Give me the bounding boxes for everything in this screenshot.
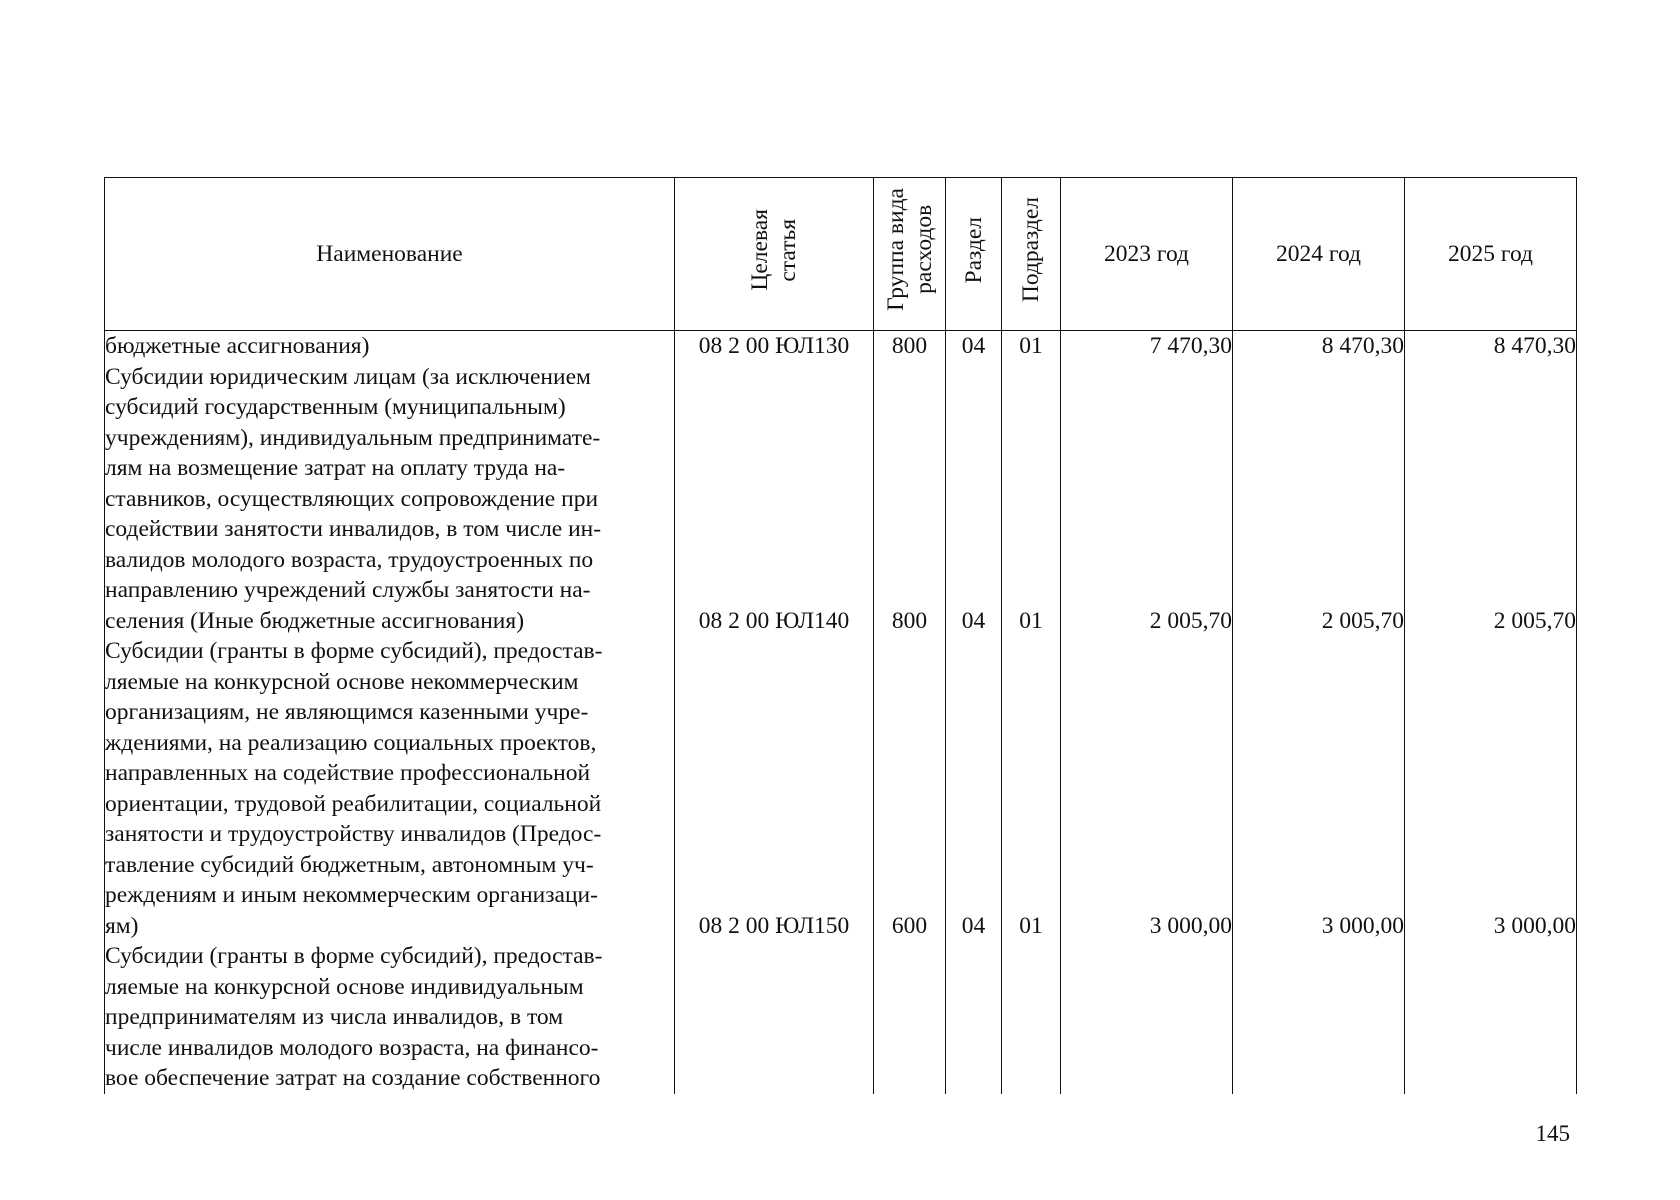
row-subsection: 01: [1002, 636, 1061, 941]
row-name: бюджетные ассигнования): [105, 331, 675, 362]
row-amount-2024: 2 005,70: [1233, 362, 1405, 637]
row-amount-2025: 8 470,30: [1405, 331, 1577, 362]
row-amount-2024: 8 470,30: [1233, 331, 1405, 362]
row-section: 04: [946, 331, 1002, 362]
row-expense-group: [874, 941, 946, 1094]
table-row: [105, 362, 1577, 637]
row-subsection: 01: [1002, 331, 1061, 362]
table-row: [105, 941, 1577, 1094]
table-row: [105, 636, 1577, 941]
header-name: Наименование: [105, 178, 675, 331]
row-amount-2023: [1061, 941, 1233, 1094]
row-section: 04: [946, 636, 1002, 941]
header-2023: 2023 год: [1061, 178, 1233, 331]
row-amount-2025: 3 000,00: [1405, 636, 1577, 941]
header-2024: 2024 год: [1233, 178, 1405, 331]
header-expense-group: Группа вида расходов: [874, 178, 946, 331]
row-amount-2023: 2 005,70: [1061, 362, 1233, 637]
row-expense-group: 800: [874, 362, 946, 637]
table-row: [105, 331, 1577, 362]
row-expense-group: 600: [874, 636, 946, 941]
budget-allocation-table: [104, 177, 1577, 1094]
row-expense-group: 800: [874, 331, 946, 362]
row-target-article: [675, 941, 874, 1094]
row-target-article: 08 2 00 ЮЛ140: [675, 362, 874, 637]
row-subsection: [1002, 941, 1061, 1094]
header-subsection: Подраздел: [1002, 178, 1061, 331]
row-subsection: 01: [1002, 362, 1061, 637]
header-section: Раздел: [946, 178, 1002, 331]
row-amount-2025: [1405, 941, 1577, 1094]
row-section: 04: [946, 362, 1002, 637]
row-amount-2023: 3 000,00: [1061, 636, 1233, 941]
header-target-article: Целевая статья: [675, 178, 874, 331]
row-name: Субсидии (гранты в форме субсидий), предостав- ляемые на конкурсной основе индивидуальным предпринимателям из числа инвалидов, в том числе инвалидов молодого возраста, на финансо- вое обеспечение затрат на создание собственного: [105, 941, 675, 1094]
row-target-article: 08 2 00 ЮЛ130: [675, 331, 874, 362]
row-amount-2024: 3 000,00: [1233, 636, 1405, 941]
page-number: 145: [1535, 1121, 1570, 1146]
row-target-article: 08 2 00 ЮЛ150: [675, 636, 874, 941]
row-section: [946, 941, 1002, 1094]
row-name: Субсидии (гранты в форме субсидий), предостав- ляемые на конкурсной основе некоммерческим организациям, не являющимся казенными учре- ждениями, на реализацию социальных проектов, направленных на содействие профессиональной ориентации, трудовой реабилитации, социальной занятости и трудоустройству инвалидов (Предос- тавление субсидий бюджетным, автономным уч- реждениям и иным некоммерческим организаци- ям): [105, 636, 675, 941]
row-name: Субсидии юридическим лицам (за исключением субсидий государственным (муниципальным) учреждениям), индивидуальным предпринимате- лям на возмещение затрат на оплату труда на- ставников, осуществляющих сопровождение при содействии занятости инвалидов, в том числе ин- валидов молодого возраста, трудоустроенных по направлению учреждений службы занятости на- селения (Иные бюджетные ассигнования): [105, 362, 675, 637]
row-amount-2024: [1233, 941, 1405, 1094]
row-amount-2023: 7 470,30: [1061, 331, 1233, 362]
table-header-row: [105, 178, 1577, 331]
row-amount-2025: 2 005,70: [1405, 362, 1577, 637]
header-2025: 2025 год: [1405, 178, 1577, 331]
